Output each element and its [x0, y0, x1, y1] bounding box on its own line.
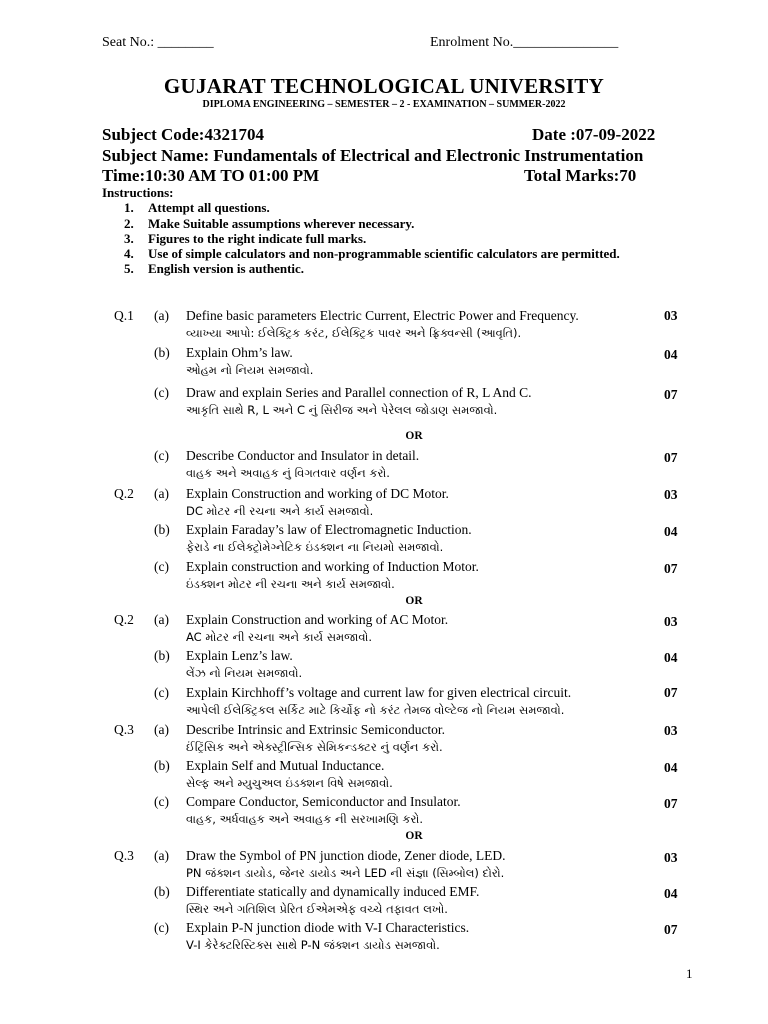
question-marks: 07 — [664, 796, 678, 811]
question-gujarati: વ્યાખ્યા આપો: ઈલેક્ટ્રિક કરંટ, ઈલેક્ટ્રિક પાવર અને ફ્રિક્વન્સી (આવૃતિ). — [186, 326, 522, 340]
question-part: (a) — [154, 848, 169, 863]
question-gujarati: ફેરાડે ના ઈલેક્ટ્રોમેગ્નેટિક ઇંડક્શન ના નિયમો સમજાવો. — [186, 540, 444, 554]
question-gujarati: વાહક અને અવાહક નું વિગતવાર વર્ણન કરો. — [186, 466, 390, 480]
question-gujarati: વાહક, અર્ધવાહક અને અવાહક ની સરખામણિ કરો. — [186, 812, 424, 826]
or-divider: OR — [405, 595, 423, 607]
university-title: GUJARAT TECHNOLOGICAL UNIVERSITY — [163, 74, 605, 98]
or-divider: OR — [405, 830, 423, 842]
question-text: Explain Kirchhoff’s voltage and current law for given electrical circuit. — [186, 685, 572, 700]
question-text: Draw and explain Series and Parallel connection of R, L And C. — [186, 385, 532, 400]
question-marks: 04 — [664, 760, 678, 775]
question-gujarati: લેંઝ નો નિયમ સમજાવો. — [186, 666, 303, 680]
question-text: Explain P-N junction diode with V-I Characteristics. — [186, 920, 470, 935]
question-marks: 04 — [664, 524, 678, 539]
instruction-item: 4. Use of simple calculators and non-programmable scientific calculators are permitted. — [124, 246, 620, 261]
instructions-heading: Instructions: — [102, 185, 174, 200]
question-text: Explain Ohm’s law. — [186, 345, 293, 360]
question-text: Explain Self and Mutual Inductance. — [186, 758, 385, 773]
question-part: (c) — [154, 920, 169, 935]
question-text: Explain Lenz’s law. — [186, 648, 293, 663]
question-marks: 03 — [664, 487, 678, 502]
question-gujarati: આકૃતિ સાથે R, L અને C નું સિરીજ અને પેરેલલ જોડાણ સમજાવો. — [186, 403, 498, 417]
question-part: (b) — [154, 522, 170, 537]
question-part: (c) — [154, 794, 169, 809]
exam-time: Time:10:30 AM TO 01:00 PM — [102, 166, 320, 185]
question-text: Compare Conductor, Semiconductor and Insulator. — [186, 794, 461, 809]
question-marks: 07 — [664, 922, 678, 937]
question-gujarati: સ્થિર અને ગતિશિલ પ્રેરિત ઈએમએફ વચ્ચે તફાવત લખો. — [186, 902, 448, 916]
question-text: Explain Faraday’s law of Electromagnetic Induction. — [186, 522, 472, 537]
exam-line: DIPLOMA ENGINEERING – SEMESTER – 2 - EXAMINATION – SUMMER-2022 — [202, 99, 566, 110]
question-number: Q.2 — [114, 486, 134, 501]
instruction-item: 5. English version is authentic. — [124, 261, 305, 276]
question-gujarati: આપેલી ઈલેક્ટ્રિકલ સર્કિટ માટે કિર્ચોફ નો કરંટ તેમજ વોલ્ટેજ નો નિયમ સમજાવો. — [186, 703, 565, 717]
question-part: (b) — [154, 884, 170, 899]
question-part: (b) — [154, 648, 170, 663]
total-marks: Total Marks:70 — [524, 166, 637, 185]
question-marks: 03 — [664, 723, 678, 738]
question-text: Explain Construction and working of AC Motor. — [186, 612, 449, 627]
exam-date: Date :07-09-2022 — [532, 125, 656, 144]
subject-code: Subject Code:4321704 — [102, 125, 264, 144]
question-gujarati: AC મોટર ની રચના અને કાર્ય સમજાવો. — [186, 630, 373, 644]
question-part: (c) — [154, 559, 169, 574]
enrolment-no: Enrolment No._______________ — [430, 35, 619, 50]
question-part: (c) — [154, 685, 169, 700]
instruction-item: 2. Make Suitable assumptions wherever necessary. — [124, 216, 415, 231]
question-number: Q.2 — [114, 612, 134, 627]
question-part: (b) — [154, 758, 170, 773]
question-marks: 07 — [664, 685, 678, 700]
question-text: Differentiate statically and dynamically induced EMF. — [186, 884, 480, 899]
question-text: Describe Intrinsic and Extrinsic Semiconductor. — [186, 722, 446, 737]
question-number: Q.3 — [114, 848, 134, 863]
question-text: Explain Construction and working of DC Motor. — [186, 486, 449, 501]
seat-no: Seat No.: ________ — [102, 35, 214, 50]
question-gujarati: V-I કેરેક્ટરિસ્ટિક્સ સાથે P-N જંક્શન ડાયોડ સમજાવો. — [186, 938, 440, 952]
question-gujarati: ઈંટ્રિંસિક અને એક્સ્ટ્રીન્સિક સેમિકન્ડક્ટર નું વર્ણન કરો. — [186, 740, 443, 754]
question-gujarati: PN જંક્શન ડાયોડ, જેનર ડાયોડ અને LED ની સંજ્ઞા (સિમ્બોલ) દોરો. — [186, 866, 505, 880]
question-part: (c) — [154, 385, 169, 400]
question-marks: 04 — [664, 650, 678, 665]
or-divider: OR — [405, 430, 423, 442]
question-marks: 07 — [664, 450, 678, 465]
question-part: (c) — [154, 448, 169, 463]
instruction-item: 3. Figures to the right indicate full marks. — [124, 231, 367, 246]
question-gujarati: ઓહમ નો નિયમ સમજાવો. — [186, 363, 314, 377]
question-gujarati: સેલ્ફ અને મ્યુચુઅલ ઇંડક્શન વિષે સમજાવો. — [186, 776, 393, 790]
question-number: Q.1 — [114, 308, 134, 323]
question-marks: 04 — [664, 347, 678, 362]
question-marks: 03 — [664, 614, 678, 629]
question-marks: 04 — [664, 886, 678, 901]
page-number: 1 — [686, 966, 693, 981]
question-gujarati: ઇંડક્શન મોટર ની રચના અને કાર્ય સમજાવો. — [186, 577, 395, 591]
subject-name: Subject Name: Fundamentals of Electrical and Electronic Instrumentation — [102, 146, 644, 165]
question-marks: 03 — [664, 308, 678, 323]
instruction-item: 1. Attempt all questions. — [124, 200, 270, 215]
question-gujarati: DC મોટર ની રચના અને કાર્ય સમજાવો. — [186, 504, 374, 518]
question-marks: 07 — [664, 561, 678, 576]
question-part: (a) — [154, 486, 169, 501]
question-part: (a) — [154, 308, 169, 323]
question-part: (a) — [154, 612, 169, 627]
question-text: Explain construction and working of Induction Motor. — [186, 559, 479, 574]
question-marks: 03 — [664, 850, 678, 865]
question-part: (b) — [154, 345, 170, 360]
question-text: Describe Conductor and Insulator in detail. — [186, 448, 420, 463]
question-text: Draw the Symbol of PN junction diode, Zener diode, LED. — [186, 848, 506, 863]
question-part: (a) — [154, 722, 169, 737]
question-number: Q.3 — [114, 722, 134, 737]
question-marks: 07 — [664, 387, 678, 402]
question-text: Define basic parameters Electric Current, Electric Power and Frequency. — [186, 308, 579, 323]
